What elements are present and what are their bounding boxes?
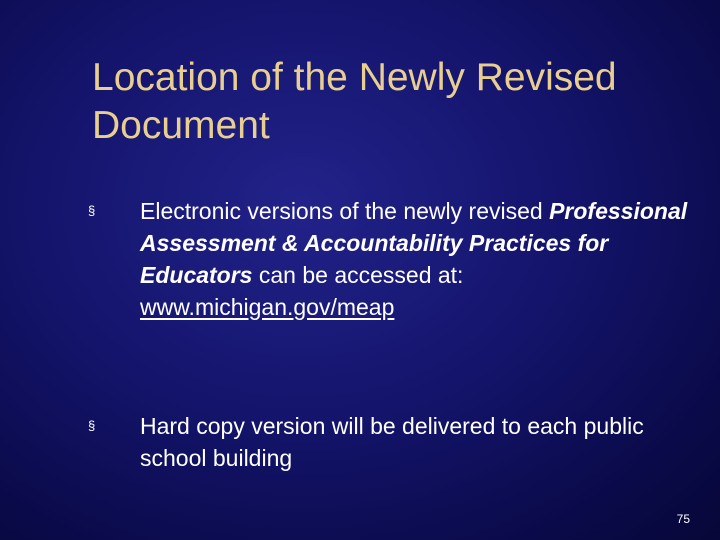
bullet-marker-icon: § [88, 203, 96, 218]
bullet-intro-text: Electronic versions of the newly revised [140, 198, 550, 224]
bullet-marker-icon: § [88, 418, 96, 433]
slide-title: Location of the Newly Revised Document [92, 56, 617, 147]
meap-website-link[interactable]: www.michigan.gov/meap [140, 294, 395, 320]
bullet-text [140, 195, 700, 323]
document-title-emphasis: Professional Assessment & Accountability Practices for Educators [140, 198, 688, 288]
bullet-text: Hard copy version will be delivered to each public school building [140, 413, 644, 471]
bullet-tail-text: can be accessed at: [252, 262, 464, 288]
page-number: 75 [676, 512, 690, 526]
